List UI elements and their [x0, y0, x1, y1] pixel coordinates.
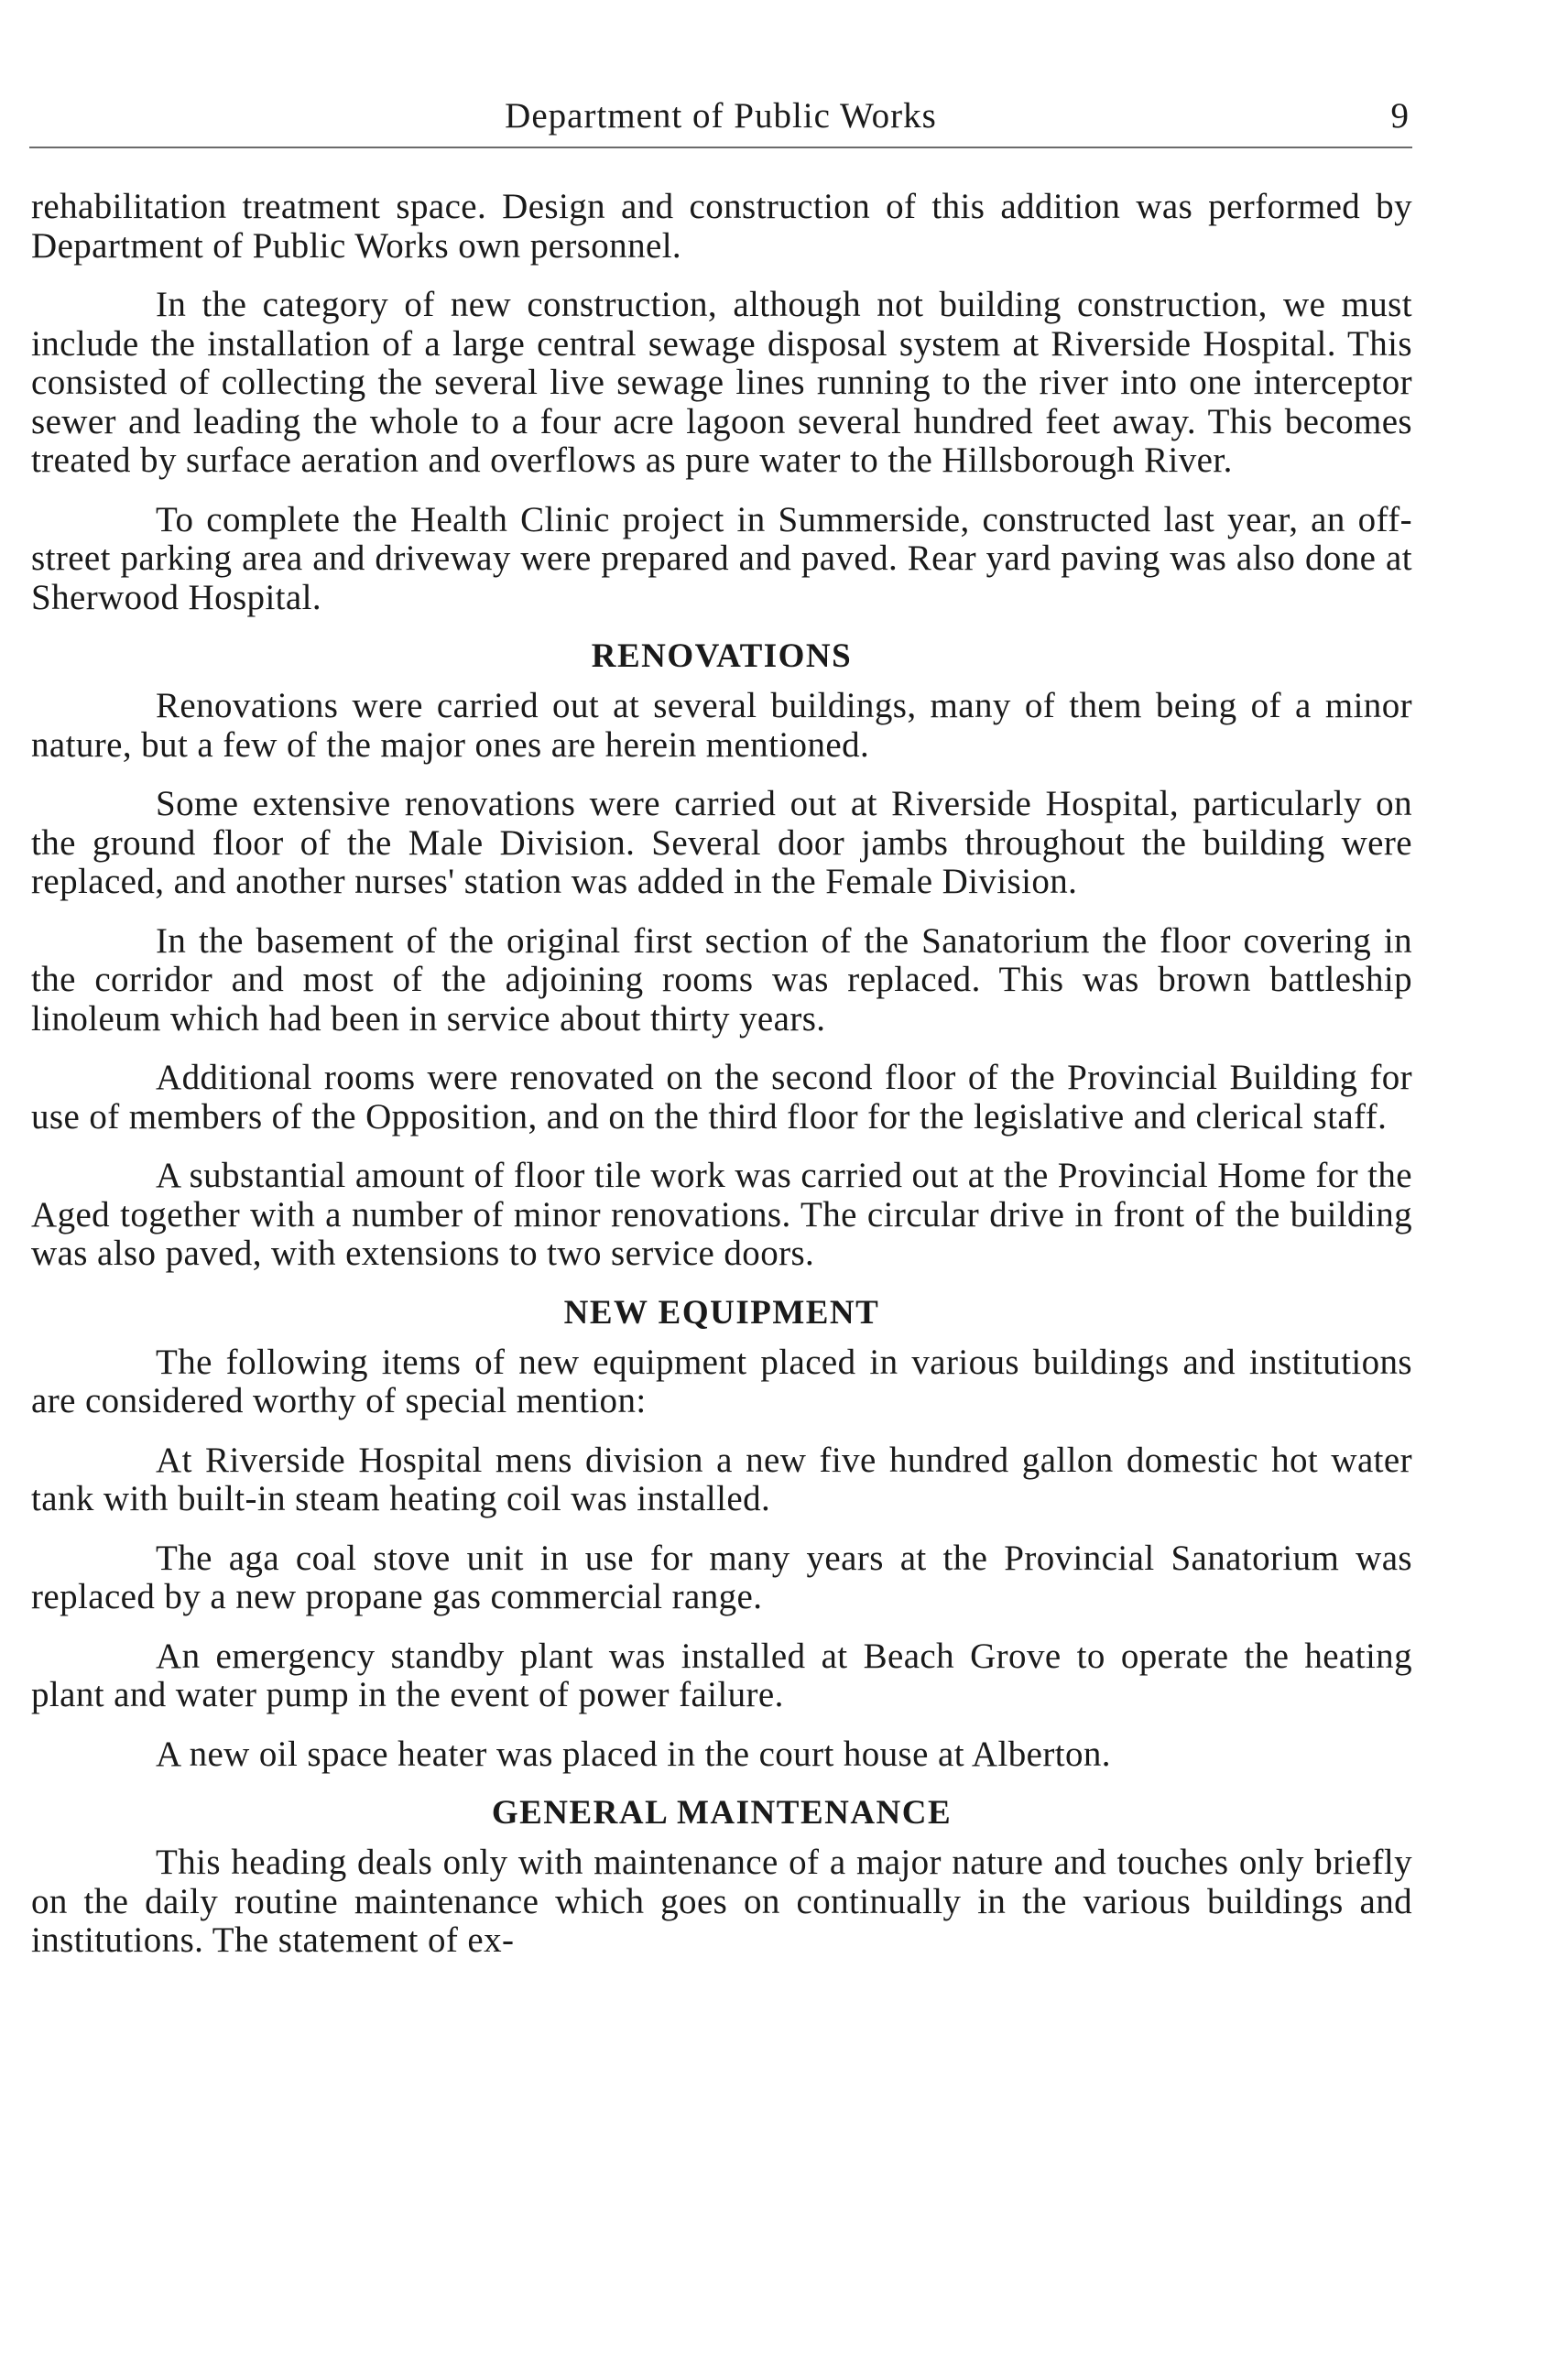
paragraph-riverside-renovations: Some extensive renovations were carried out at Riverside Hospital, particularly on the ground floor of the Male Division. Several door jambs throughout the building were replaced, and another nurses' station was added in the Female Division.: [31, 784, 1412, 901]
heading-general-maintenance: GENERAL MAINTENANCE: [491, 1794, 953, 1832]
heading-new-equipment: NEW EQUIPMENT: [563, 1293, 880, 1332]
paragraph-standby-plant: An emergency standby plant was installed at Beach Grove to operate the heating plant and water pump in the event of power failure.: [31, 1636, 1412, 1714]
paragraph-health-clinic: To complete the Health Clinic project in Summerside, constructed last year, an off-street parking area and driveway were prepared and paved. Rear yard paving was also done at Sherwood Hospital.: [31, 499, 1412, 617]
paragraph-home-for-aged: A substantial amount of floor tile work was carried out at the Provincial Home for the Aged together with a number of minor renovations. The circular drive in front of the building was also paved, with extensions to two service doors.: [31, 1156, 1412, 1273]
paragraph-hot-water-tank: At Riverside Hospital mens division a new five hundred gallon domestic hot water tank with built-in steam heating coil was installed.: [31, 1440, 1412, 1518]
header-title: Department of Public Works: [505, 96, 937, 136]
heading-renovations: RENOVATIONS: [591, 637, 853, 675]
paragraph-renovations-intro: Renovations were carried out at several buildings, many of them being of a minor nature, but a few of the major ones are herein mentioned.: [31, 686, 1412, 765]
body-text: [31, 188, 1412, 1981]
paragraph-propane-range: The aga coal stove unit in use for many years at the Provincial Sanatorium was replaced by a new propane gas commercial range.: [31, 1538, 1412, 1616]
page-number: 9: [1390, 96, 1409, 136]
running-header: [29, 92, 1412, 148]
paragraph-sewage-system: In the category of new construction, although not building construction, we must include the installation of a large central sewage disposal system at Riverside Hospital. This consisted of collecting the several live sewage lines running to the river into one interceptor sewer and leading the whole to a four acre lagoon several hundred feet away. This becomes treated by surface aeration and overflows as pure water to the Hillsborough River.: [31, 285, 1412, 480]
paragraph-provincial-building: Additional rooms were renovated on the second floor of the Provincial Building for use of members of the Opposition, and on the third floor for the legislative and clerical staff.: [31, 1058, 1412, 1137]
paragraph-continuation: rehabilitation treatment space. Design and construction of this addition was performed by Department of Public Works own personnel.: [31, 187, 1412, 266]
paragraph-maintenance-intro: This heading deals only with maintenance of a major nature and touches only briefly on the daily routine maintenance which goes on continually in the various buildings and institutions. The statement of ex-: [31, 1843, 1412, 1960]
paragraph-space-heater: A new oil space heater was placed in the court house at Alberton.: [156, 1734, 1111, 1774]
paragraph-equipment-intro: The following items of new equipment placed in various buildings and institutions are considered worthy of special mention:: [31, 1342, 1412, 1420]
paragraph-sanatorium-basement: In the basement of the original first section of the Sanatorium the floor covering in the corridor and most of the adjoining rooms was replaced. This was brown battleship linoleum which had been in service about thirty years.: [31, 920, 1412, 1039]
